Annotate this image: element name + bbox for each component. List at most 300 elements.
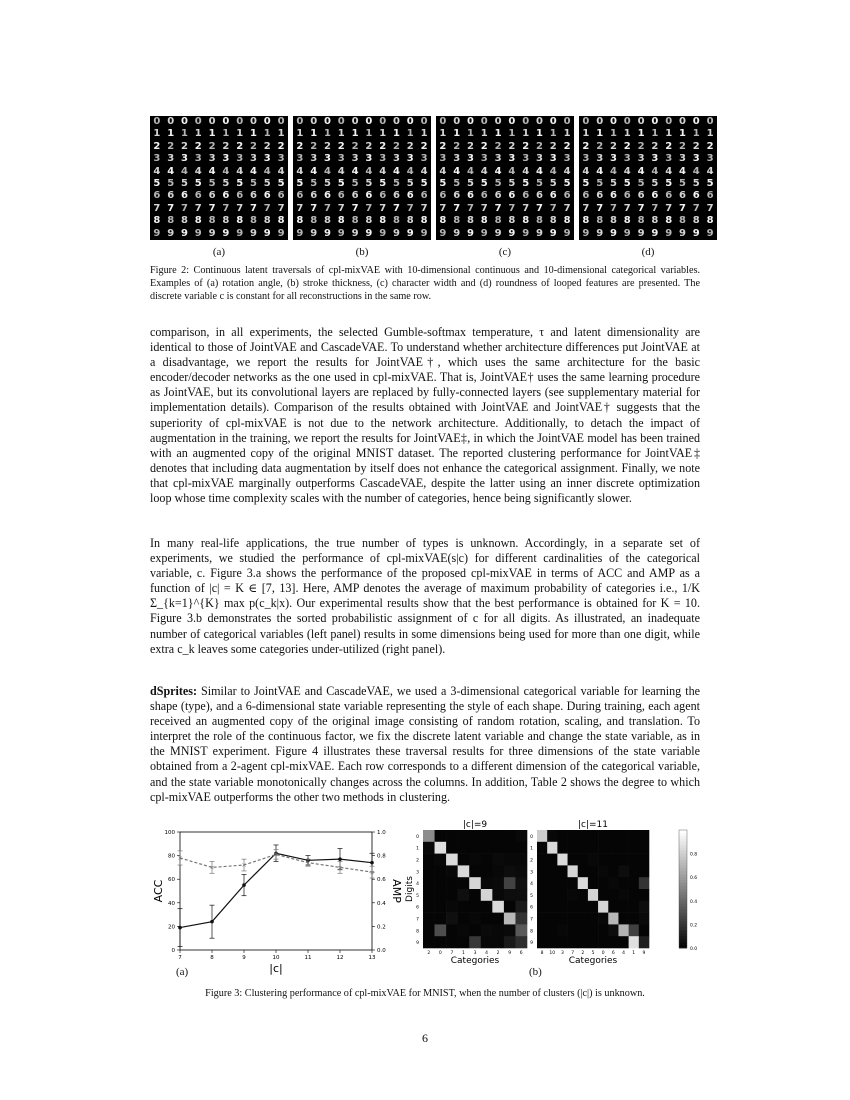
heatmap-cell bbox=[618, 913, 628, 925]
heatmap-x-tick: 7 bbox=[450, 951, 454, 956]
digit-cell: 3 bbox=[250, 153, 257, 165]
digit-cell: 5 bbox=[420, 177, 428, 189]
digit-cell: 9 bbox=[277, 227, 285, 239]
heatmap-cell bbox=[568, 924, 578, 936]
digit-cell: 3 bbox=[536, 153, 543, 165]
panel-label-c: (c) bbox=[498, 246, 512, 258]
digit-cell: 5 bbox=[277, 177, 285, 189]
digit-cell: 0 bbox=[153, 116, 161, 127]
heatmap-y-tick: 9 bbox=[416, 941, 419, 947]
colorbar-segment bbox=[679, 871, 687, 874]
heatmap-cell bbox=[537, 854, 547, 866]
digit-cell: 4 bbox=[167, 165, 175, 177]
heatmap-cell bbox=[504, 913, 516, 925]
digit-cell: 3 bbox=[651, 153, 659, 165]
digit-cell: 1 bbox=[277, 128, 285, 140]
colorbar-segment bbox=[679, 921, 687, 924]
digit-cell: 2 bbox=[153, 140, 161, 152]
heatmap-y-tick: 0 bbox=[416, 834, 419, 840]
heatmap-y-tick: 9 bbox=[530, 941, 533, 947]
digit-cell: 6 bbox=[208, 190, 216, 202]
heatmap-cell bbox=[557, 842, 567, 854]
digit-cell: 5 bbox=[153, 177, 161, 189]
digit-cell: 3 bbox=[222, 153, 230, 165]
heatmap-cell bbox=[469, 924, 481, 936]
digit-cell: 6 bbox=[665, 190, 673, 202]
digit-cell: 0 bbox=[310, 116, 318, 127]
digit-cell: 1 bbox=[536, 128, 543, 140]
digit-cell: 3 bbox=[337, 153, 345, 165]
heatmap-cell bbox=[578, 854, 588, 866]
digit-cell: 7 bbox=[406, 202, 414, 214]
heatmap-cell bbox=[515, 924, 527, 936]
digit-cell: 1 bbox=[665, 128, 673, 140]
heatmap-y-tick: 8 bbox=[530, 929, 533, 935]
digit-cell: 3 bbox=[679, 153, 686, 165]
heatmap-cell bbox=[568, 901, 578, 913]
digit-cell: 2 bbox=[706, 140, 714, 152]
digit-cell: 8 bbox=[637, 215, 645, 227]
heatmap-cell bbox=[547, 842, 557, 854]
digit-cell: 3 bbox=[549, 153, 557, 165]
colorbar-segment bbox=[679, 851, 687, 854]
digit-cell: 7 bbox=[167, 202, 175, 214]
heatmap-cell bbox=[608, 936, 618, 948]
digit-cell: 6 bbox=[623, 190, 631, 202]
digit-cell: 1 bbox=[637, 128, 645, 140]
digit-cell: 6 bbox=[563, 190, 571, 202]
digit-cell: 0 bbox=[379, 116, 387, 127]
digit-cell: 5 bbox=[439, 177, 447, 189]
heatmap-cell bbox=[639, 913, 649, 925]
heatmap-cell bbox=[598, 877, 608, 889]
heatmap-cell bbox=[435, 830, 447, 842]
heatmap-cell bbox=[639, 889, 649, 901]
panel-label-3a: (a) bbox=[176, 966, 189, 978]
heatmap-cell bbox=[568, 877, 578, 889]
digit-cell: 2 bbox=[582, 140, 590, 152]
heatmap-cell bbox=[446, 842, 458, 854]
digit-cell: 6 bbox=[453, 190, 461, 202]
colorbar-segment bbox=[679, 868, 687, 871]
heatmap-x-tick: 0 bbox=[438, 951, 442, 956]
digit-cell: 6 bbox=[222, 190, 230, 202]
heatmap-y-tick: 3 bbox=[530, 870, 533, 876]
panel-label-3b: (b) bbox=[529, 966, 542, 978]
heatmap-cell bbox=[598, 889, 608, 901]
digit-cell: 1 bbox=[263, 128, 271, 140]
heatmap-y-tick: 6 bbox=[416, 905, 419, 911]
heatmap-cell bbox=[458, 830, 470, 842]
heatmap-cell bbox=[515, 913, 527, 925]
digit-cell: 7 bbox=[420, 202, 428, 214]
heatmap-y-tick: 6 bbox=[530, 905, 533, 911]
heatmap-cell bbox=[598, 936, 608, 948]
digit-cell: 9 bbox=[651, 227, 659, 239]
digit-cell: 4 bbox=[337, 165, 345, 177]
digit-cell: 3 bbox=[153, 153, 161, 165]
digit-cell: 0 bbox=[406, 116, 414, 127]
digit-cell: 5 bbox=[480, 177, 488, 189]
digit-cell: 3 bbox=[508, 153, 516, 165]
digit-cell: 1 bbox=[563, 128, 571, 140]
digit-cell: 2 bbox=[194, 140, 202, 152]
heatmap-cell bbox=[423, 936, 435, 948]
digit-cell: 0 bbox=[208, 116, 216, 127]
digit-cell: 9 bbox=[480, 227, 488, 239]
digit-cell: 6 bbox=[379, 190, 387, 202]
heatmap-y-tick: 0 bbox=[530, 834, 533, 840]
heatmap-cell bbox=[423, 913, 435, 925]
y-right-tick-label: 0.2 bbox=[377, 924, 386, 931]
heatmap-cell bbox=[435, 865, 447, 877]
x-tick-label: 9 bbox=[242, 955, 246, 961]
digit-cell: 2 bbox=[665, 140, 673, 152]
heatmap-cell bbox=[578, 830, 588, 842]
digit-cell: 3 bbox=[194, 153, 202, 165]
digit-cell: 0 bbox=[167, 116, 175, 127]
heatmap-cell bbox=[435, 889, 447, 901]
digit-cell: 7 bbox=[263, 202, 271, 214]
digit-cell: 0 bbox=[563, 116, 571, 127]
digit-cell: 0 bbox=[337, 116, 345, 127]
heatmap-cell bbox=[504, 830, 516, 842]
heatmap-cell bbox=[588, 889, 598, 901]
digit-cell: 6 bbox=[679, 190, 686, 202]
heatmap-x-label: Categories bbox=[450, 956, 500, 966]
colorbar-segment bbox=[679, 848, 687, 851]
digit-cell: 1 bbox=[208, 128, 216, 140]
colorbar-segment bbox=[679, 842, 687, 845]
digit-cell: 2 bbox=[406, 140, 414, 152]
colorbar-segment bbox=[679, 892, 687, 895]
heatmap-cell bbox=[515, 865, 527, 877]
digit-cell: 7 bbox=[549, 202, 557, 214]
digit-cell: 9 bbox=[582, 227, 590, 239]
digit-cell: 4 bbox=[296, 165, 304, 177]
digit-cell: 6 bbox=[522, 190, 530, 202]
digit-cell: 5 bbox=[665, 177, 673, 189]
digit-cell: 0 bbox=[692, 116, 700, 127]
digit-cell: 8 bbox=[250, 215, 257, 227]
digit-cell: 2 bbox=[365, 140, 373, 152]
digit-cell: 2 bbox=[167, 140, 175, 152]
digit-cell: 0 bbox=[194, 116, 202, 127]
digit-cell: 2 bbox=[610, 140, 617, 152]
y-axis-label: ACC bbox=[152, 879, 165, 903]
heatmap-cell bbox=[618, 865, 628, 877]
digit-cell: 4 bbox=[420, 165, 428, 177]
digit-cell: 3 bbox=[582, 153, 590, 165]
digit-cell: 7 bbox=[194, 202, 202, 214]
heatmap-cell bbox=[458, 865, 470, 877]
data-point: × bbox=[177, 855, 183, 863]
heatmap-cell bbox=[568, 854, 578, 866]
heatmap-cell bbox=[423, 854, 435, 866]
digit-cell: 0 bbox=[393, 116, 400, 127]
digit-cell: 7 bbox=[467, 202, 474, 214]
digit-cell: 2 bbox=[439, 140, 447, 152]
traversal-panel-a bbox=[150, 116, 288, 240]
digit-cell: 9 bbox=[596, 227, 604, 239]
heatmap-cell bbox=[598, 924, 608, 936]
heatmap-y-tick: 5 bbox=[530, 893, 533, 899]
colorbar-segment bbox=[679, 916, 687, 919]
digit-cell: 4 bbox=[351, 165, 359, 177]
heatmap-cell bbox=[481, 936, 493, 948]
digit-cell: 3 bbox=[420, 153, 428, 165]
colorbar-segment bbox=[679, 883, 687, 886]
heatmap-cell bbox=[492, 865, 504, 877]
digit-cell: 3 bbox=[563, 153, 571, 165]
heatmap-x-tick: 2 bbox=[496, 951, 500, 956]
digit-cell: 1 bbox=[508, 128, 516, 140]
heatmap-cell bbox=[515, 842, 527, 854]
heatmap-cell bbox=[469, 877, 481, 889]
heatmap-cell bbox=[492, 854, 504, 866]
digit-cell: 7 bbox=[494, 202, 502, 214]
heatmap-cell bbox=[547, 877, 557, 889]
digit-cell: 8 bbox=[406, 215, 414, 227]
x-tick-label: 12 bbox=[336, 955, 344, 961]
digit-cell: 6 bbox=[439, 190, 447, 202]
digit-cell: 1 bbox=[679, 128, 686, 140]
heatmap-cell bbox=[618, 842, 628, 854]
digit-cell: 2 bbox=[692, 140, 700, 152]
data-point: × bbox=[273, 851, 279, 859]
colorbar-segment bbox=[679, 836, 687, 839]
digit-cell: 4 bbox=[563, 165, 571, 177]
heatmap-cell bbox=[578, 901, 588, 913]
digit-cell: 8 bbox=[167, 215, 175, 227]
digit-cell: 0 bbox=[508, 116, 516, 127]
digit-cell: 5 bbox=[453, 177, 461, 189]
heatmap-cell bbox=[547, 913, 557, 925]
digit-cell: 9 bbox=[250, 227, 257, 239]
heatmap-cell bbox=[639, 854, 649, 866]
digit-cell: 6 bbox=[250, 190, 257, 202]
digit-cell: 2 bbox=[222, 140, 230, 152]
digit-cell: 9 bbox=[665, 227, 673, 239]
digit-cell: 8 bbox=[623, 215, 631, 227]
heatmap-x-tick: 4 bbox=[622, 951, 625, 956]
heatmap-cell bbox=[557, 830, 567, 842]
heatmap-x-tick: 4 bbox=[485, 951, 488, 956]
digit-cell: 1 bbox=[365, 128, 373, 140]
digit-cell: 6 bbox=[582, 190, 590, 202]
digit-cell: 3 bbox=[296, 153, 304, 165]
paragraph-dsprites bbox=[150, 684, 700, 805]
heatmap-cell bbox=[504, 889, 516, 901]
heatmap-cell bbox=[639, 842, 649, 854]
digit-cell: 7 bbox=[393, 202, 400, 214]
heatmap-y-tick: 1 bbox=[416, 846, 419, 852]
heatmap-cell bbox=[588, 830, 598, 842]
heatmap-cell bbox=[578, 865, 588, 877]
heatmap-cell bbox=[588, 865, 598, 877]
heatmap-x-tick: 6 bbox=[611, 951, 615, 956]
colorbar-segment bbox=[679, 942, 687, 945]
heatmap-cell bbox=[598, 913, 608, 925]
heatmap-cell bbox=[578, 913, 588, 925]
digit-cell: 5 bbox=[508, 177, 516, 189]
heatmap-cell bbox=[515, 901, 527, 913]
heatmap-cell bbox=[492, 936, 504, 948]
paragraph-unknown-types: In many real-life applications, the true number of types is unknown. Accordingly, in a separate set of experiments, we studied the performance of cpl-mixVAE(s|c) for different cardinalities of the categorical variable, c. Figure 3.a shows the performance of the proposed cpl-mixVAE in terms of ACC and AMP as a function of |c| = K ∈ [7, 13]. Here, AMP denotes the average of maximum probability of categories i.e., 1/K Σ_{k=1}^{K} max p(c_k|x). Our experimental results show that the best performance is obtained for K = 10. Figure 3.b demonstrates the sorted probabilistic assignment of c for all digits. As illustrated, an inadequate number of categorical variables (left panel) results in some dimensions being used for more than one digit, while extra c_k leaves some categories under-utilized (right panel). bbox=[150, 536, 700, 656]
heatmap-cell bbox=[469, 865, 481, 877]
digit-cell: 7 bbox=[637, 202, 645, 214]
digit-cell: 1 bbox=[582, 128, 590, 140]
digit-cell: 9 bbox=[310, 227, 318, 239]
digit-cell: 1 bbox=[623, 128, 631, 140]
digit-cell: 9 bbox=[379, 227, 387, 239]
digit-cell: 2 bbox=[263, 140, 271, 152]
digit-cell: 9 bbox=[467, 227, 474, 239]
digit-cell: 7 bbox=[610, 202, 617, 214]
colorbar-segment bbox=[679, 904, 687, 907]
heatmap-cell bbox=[639, 865, 649, 877]
digit-cell: 5 bbox=[324, 177, 331, 189]
digit-cell: 9 bbox=[549, 227, 557, 239]
digit-cell: 3 bbox=[406, 153, 414, 165]
heatmap-cell bbox=[469, 913, 481, 925]
heatmap-cell bbox=[458, 842, 470, 854]
digit-cell: 7 bbox=[563, 202, 571, 214]
digit-cell: 6 bbox=[406, 190, 414, 202]
digit-cell: 2 bbox=[563, 140, 571, 152]
digit-cell: 2 bbox=[296, 140, 304, 152]
paragraph-comparison: comparison, in all experiments, the selected Gumble-softmax temperature, τ and latent dimensionality are identical to those of JointVAE and CascadeVAE. To understand whether architecture differences put JointVAE at a disadvantage, we report the results for JointVAE†, which uses the same architecture for the basic encoder/decoder networks as the one used in cpl-mixVAE. That is, JointVAE† uses the same learning procedure as JointVAE, but its convolutional layers are replaced by fully-connected layers (see supplementary material for implementation details). Comparison of the results obtained with JointVAE and JointVAE† suggests that the superiority of cpl-mixVAE is not due to the network architecture. Additionally, to detach the impact of augmentation in the training, we report the results for JointVAE‡, in which the JointVAE model has been trained with an augmented copy of the original MNIST dataset. The reported clustering performance for JointVAE‡ denotes that including data augmentation by itself does not enhance the categorical assignment. Finally, we note that cpl-mixVAE marginally outperforms CascadeVAE, despite the latter using an inner discrete optimization loop whose time complexity scales with the number of categories, hence being significantly slower. bbox=[150, 325, 700, 506]
heatmap-cell bbox=[568, 913, 578, 925]
digit-cell: 4 bbox=[277, 165, 285, 177]
heatmap-cell bbox=[639, 901, 649, 913]
digit-cell: 9 bbox=[637, 227, 645, 239]
heatmap-cell bbox=[578, 924, 588, 936]
y-tick-label: 0 bbox=[171, 948, 175, 954]
digit-cell: 9 bbox=[351, 227, 359, 239]
digit-cell: 2 bbox=[494, 140, 502, 152]
heatmap-cell bbox=[547, 830, 557, 842]
colorbar-segment bbox=[679, 936, 687, 939]
digit-cell: 0 bbox=[596, 116, 604, 127]
digit-cell: 6 bbox=[637, 190, 645, 202]
heatmap-cell bbox=[492, 842, 504, 854]
digit-cell: 9 bbox=[208, 227, 216, 239]
digit-cell: 5 bbox=[522, 177, 530, 189]
heatmap-cell bbox=[578, 936, 588, 948]
heatmap-cell bbox=[547, 865, 557, 877]
digit-cell: 5 bbox=[610, 177, 617, 189]
digit-cell: 2 bbox=[508, 140, 516, 152]
digit-cell: 1 bbox=[181, 128, 188, 140]
heatmap-cell bbox=[446, 854, 458, 866]
heatmap-cell bbox=[492, 877, 504, 889]
digit-cell: 4 bbox=[467, 165, 474, 177]
digit-cell: 6 bbox=[651, 190, 659, 202]
heatmap-cell bbox=[557, 865, 567, 877]
digit-cell: 9 bbox=[692, 227, 700, 239]
digit-cell: 9 bbox=[679, 227, 686, 239]
digit-cell: 8 bbox=[208, 215, 216, 227]
heatmap-cell bbox=[446, 877, 458, 889]
digit-cell: 9 bbox=[365, 227, 373, 239]
digit-cell: 4 bbox=[263, 165, 271, 177]
heatmap-cell bbox=[639, 924, 649, 936]
digit-cell: 3 bbox=[692, 153, 700, 165]
heatmap-cell bbox=[608, 842, 618, 854]
digit-cell: 0 bbox=[480, 116, 488, 127]
digit-cell: 9 bbox=[236, 227, 244, 239]
digit-cell: 6 bbox=[167, 190, 175, 202]
digit-cell: 6 bbox=[494, 190, 502, 202]
digit-cell: 8 bbox=[181, 215, 188, 227]
digit-cell: 0 bbox=[536, 116, 543, 127]
digit-cell: 4 bbox=[480, 165, 488, 177]
digit-cell: 6 bbox=[153, 190, 161, 202]
digit-cell: 0 bbox=[665, 116, 673, 127]
digit-cell: 5 bbox=[494, 177, 502, 189]
digit-cell: 5 bbox=[236, 177, 244, 189]
digit-cell: 0 bbox=[351, 116, 359, 127]
heatmap-cell bbox=[608, 889, 618, 901]
heatmap-cell bbox=[481, 913, 493, 925]
digit-cell: 4 bbox=[222, 165, 230, 177]
digit-cell: 7 bbox=[153, 202, 161, 214]
digit-cell: 9 bbox=[337, 227, 345, 239]
digit-cell: 8 bbox=[296, 215, 304, 227]
digit-cell: 0 bbox=[181, 116, 188, 127]
heatmap-cell bbox=[423, 842, 435, 854]
digit-cell: 3 bbox=[351, 153, 359, 165]
data-point: × bbox=[337, 864, 343, 872]
digit-cell: 1 bbox=[379, 128, 387, 140]
heatmap-cell bbox=[608, 854, 618, 866]
digit-cell: 8 bbox=[549, 215, 557, 227]
digit-cell: 7 bbox=[665, 202, 673, 214]
digit-cell: 2 bbox=[324, 140, 331, 152]
y-tick-label: 40 bbox=[168, 900, 175, 907]
x-tick-label: 13 bbox=[368, 955, 376, 961]
heatmap-x-tick: 3 bbox=[561, 951, 564, 956]
digit-cell: 3 bbox=[236, 153, 244, 165]
heatmap-x-tick: 1 bbox=[462, 951, 465, 956]
digit-cell: 6 bbox=[263, 190, 271, 202]
digit-cell: 0 bbox=[679, 116, 686, 127]
digit-cell: 2 bbox=[522, 140, 530, 152]
colorbar-segment bbox=[679, 930, 687, 933]
heatmap-cell bbox=[588, 901, 598, 913]
heatmap-cell bbox=[608, 913, 618, 925]
digit-cell: 6 bbox=[236, 190, 244, 202]
digit-cell: 6 bbox=[420, 190, 428, 202]
digit-cell: 2 bbox=[651, 140, 659, 152]
heatmap-cell bbox=[588, 854, 598, 866]
digit-cell: 8 bbox=[222, 215, 230, 227]
digit-cell: 9 bbox=[153, 227, 161, 239]
digit-cell: 0 bbox=[277, 116, 285, 127]
digit-cell: 9 bbox=[453, 227, 461, 239]
heatmap-cell bbox=[458, 936, 470, 948]
digit-cell: 4 bbox=[453, 165, 461, 177]
colorbar-segment bbox=[679, 880, 687, 883]
heatmap-cell bbox=[578, 877, 588, 889]
heatmap-cell bbox=[458, 889, 470, 901]
digit-cell: 2 bbox=[536, 140, 543, 152]
digit-cell: 8 bbox=[494, 215, 502, 227]
heatmap-cell bbox=[504, 877, 516, 889]
heatmap-cell bbox=[435, 936, 447, 948]
heatmap-cell bbox=[568, 889, 578, 901]
